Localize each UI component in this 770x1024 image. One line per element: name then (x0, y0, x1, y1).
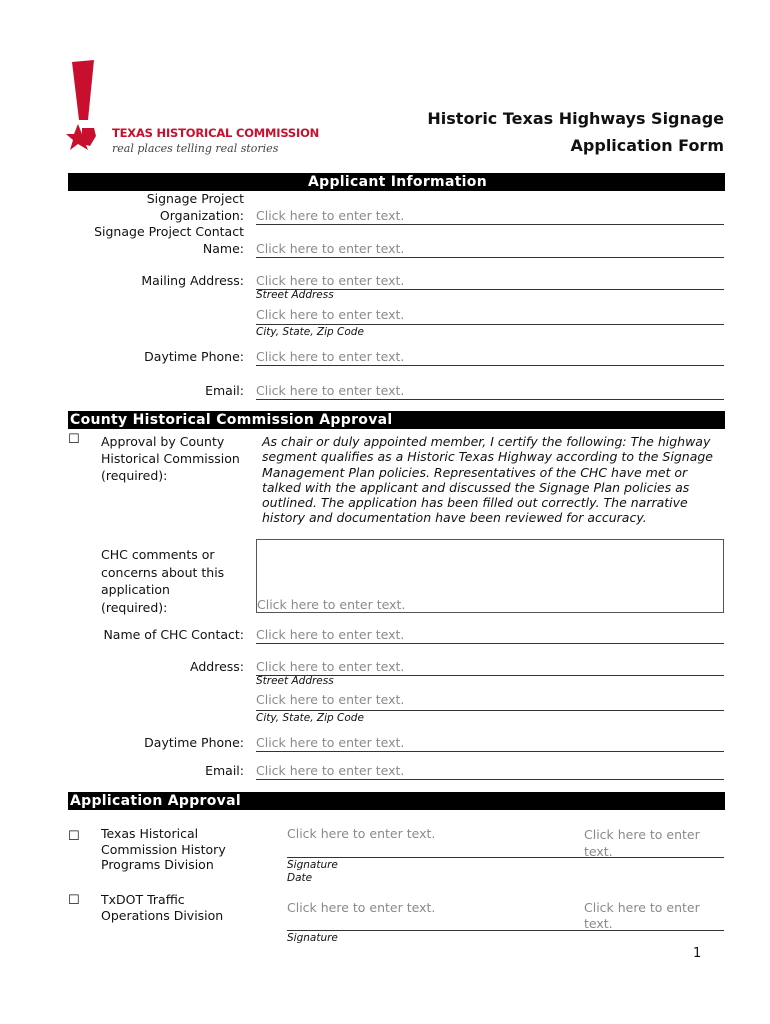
txdot-date-input[interactable]: Click here to enter text. (584, 900, 700, 931)
thc-date-caption: Date (287, 872, 313, 884)
certification-text: As chair or duly appointed member, I certify the following: The highway segment qualifies as a Historic Texas Highway according to the Signage Management Plan policies. Representatives of the CHC have met or talked with the applicant and discussed the Signage Plan policies as outlined. The application has been filled out correctly. The narrative history and documentation have been reviewed for accuracy. (262, 434, 713, 526)
chc-street-caption: Street Address (256, 675, 334, 687)
thc-approval-checkbox[interactable]: ☐ (68, 829, 80, 844)
chc-address-label: Address: (190, 659, 244, 674)
chc-contact-input[interactable]: Click here to enter text. (256, 626, 724, 644)
chc-email-input[interactable]: Click here to enter text. (256, 762, 724, 780)
page-subtitle: Application Form (570, 136, 724, 155)
txdot-approval-checkbox[interactable]: ☐ (68, 893, 80, 908)
city-state-zip-caption: City, State, Zip Code (256, 326, 364, 338)
thc-signature-caption: Signature (287, 859, 338, 871)
org-label: Signage Project Organization: (146, 191, 244, 223)
chc-street-input[interactable]: Click here to enter text. (256, 658, 724, 676)
tagline: real places telling real stories (112, 142, 279, 155)
chc-comments-textarea[interactable]: Click here to enter text. (256, 539, 724, 613)
thc-logo (66, 58, 320, 158)
chc-contact-label: Name of CHC Contact: (103, 627, 244, 642)
contact-label: Signage Project Contact Name: (94, 224, 244, 256)
txdot-signature-caption: Signature (287, 932, 338, 944)
email-input[interactable]: Click here to enter text. (256, 382, 724, 400)
txdot-signature-input[interactable]: Click here to enter text. (287, 900, 436, 915)
thc-signature-line (287, 857, 724, 858)
street-address-input[interactable]: Click here to enter text. (256, 272, 724, 290)
page-title: Historic Texas Highways Signage (427, 109, 724, 128)
email-label: Email: (205, 383, 244, 398)
page-number: 1 (693, 946, 702, 961)
thc-division-label: Texas Historical Commission History Programs Division (101, 826, 226, 872)
chc-phone-input[interactable]: Click here to enter text. (256, 734, 724, 752)
mailing-address-label: Mailing Address: (141, 273, 244, 288)
chc-city-caption: City, State, Zip Code (256, 712, 364, 724)
section-chc-approval: County Historical Commission Approval (68, 411, 725, 429)
city-state-zip-input[interactable]: Click here to enter text. (256, 306, 724, 325)
txdot-division-label: TxDOT Traffic Operations Division (101, 892, 224, 923)
chc-email-label: Email: (205, 763, 244, 778)
organization-input[interactable]: Click here to enter text. (256, 207, 724, 225)
chc-approval-label: Approval by County Historical Commission (required): (101, 434, 240, 483)
phone-label: Daytime Phone: (144, 349, 244, 364)
thc-signature-input[interactable]: Click here to enter text. (287, 826, 436, 841)
chc-city-input[interactable]: Click here to enter text. (256, 691, 724, 711)
section-application-approval: Application Approval (68, 792, 725, 810)
section-applicant-information: Applicant Information (68, 173, 725, 191)
chc-approval-checkbox[interactable]: ☐ (68, 432, 80, 447)
txdot-signature-line (287, 930, 724, 931)
phone-input[interactable]: Click here to enter text. (256, 348, 724, 366)
chc-comments-label: CHC comments or concerns about this application (required): (101, 547, 225, 615)
street-address-caption: Street Address (256, 289, 334, 301)
exclamation-mark-icon (66, 58, 106, 153)
org-name: TEXAS HISTORICAL COMMISSION (112, 126, 320, 140)
contact-name-input[interactable]: Click here to enter text. (256, 240, 724, 258)
thc-date-input[interactable]: Click here to enter text. (584, 827, 700, 859)
chc-phone-label: Daytime Phone: (144, 735, 244, 750)
